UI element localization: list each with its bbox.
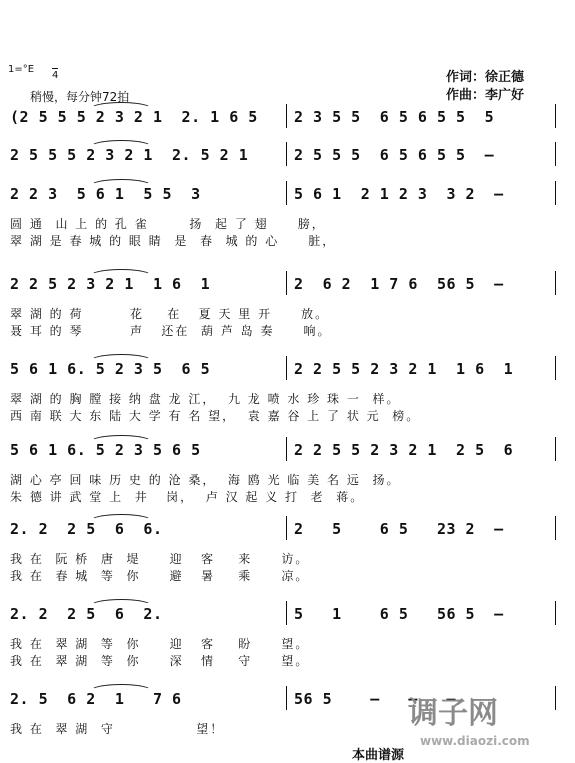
slur-mark: [90, 102, 152, 109]
notes-measure-left: 2 2 5 2 3 2 1 1 6 1: [10, 275, 211, 293]
barline-middle: [286, 686, 287, 710]
notes-measure-right: 2 2 5 5 2 3 2 1 2 5 6: [294, 441, 514, 459]
notes-measure-right: 2 6 2 1 7 6 56 5 –: [294, 275, 504, 293]
notes-measure-right: 2 3 5 5 6 5 6 5 5 5: [294, 108, 495, 126]
slur-mark: [90, 684, 152, 691]
slur-mark: [90, 514, 152, 521]
watermark-url: www.diaozi.com: [420, 734, 530, 748]
slur-mark: [90, 354, 152, 361]
barline-end: [555, 356, 556, 380]
barline-middle: [286, 271, 287, 295]
composer-credit: 作曲：李广好: [446, 88, 525, 103]
barline-middle: [286, 356, 287, 380]
notes-measure-right: 56 5 – – –: [294, 690, 457, 708]
barline-middle: [286, 516, 287, 540]
lyric-line: 翠 湖 的 荷 花 在 夏 天 里 开 放。: [10, 307, 330, 321]
watermark-source: 本曲谱源: [352, 748, 405, 763]
lyric-line: 我 在 翠 湖 等 你 深 情 守 望。: [10, 654, 310, 668]
barline-middle: [286, 601, 287, 625]
lyric-line: 我 在 阮 桥 唐 堤 迎 客 来 访。: [10, 552, 310, 566]
lyric-line: 翠 湖 的 胸 膛 接 纳 盘 龙 江， 九 龙 喷 水 珍 珠 一 样。: [10, 392, 401, 406]
notes-measure-left: 2 5 5 5 2 3 2 1 2. 5 2 1: [10, 146, 249, 164]
lyric-line: 翠 湖 是 春 城 的 眼 睛 是 春 城 的 心 脏，: [10, 234, 337, 248]
barline-end: [555, 104, 556, 128]
notes-measure-left: (2 5 5 5 2 3 2 1 2. 1 6 5: [10, 108, 258, 126]
slur-mark: [90, 269, 152, 276]
notes-measure-right: 5 1 6 5 56 5 –: [294, 605, 504, 623]
barline-middle: [286, 437, 287, 461]
notes-measure-left: 5 6 1 6. 5 2 3 5 6 5: [10, 441, 201, 459]
notes-measure-left: 5 6 1 6. 5 2 3 5 6 5: [10, 360, 211, 378]
barline-end: [555, 601, 556, 625]
notes-measure-left: 2 2 3 5 6 1 5 5 3: [10, 185, 201, 203]
barline-middle: [286, 142, 287, 166]
tempo-marking: 稍慢，每分钟72拍: [30, 90, 130, 104]
lyric-line: 西 南 联 大 东 陆 大 学 有 名 望， 袁 嘉 谷 上 了 状 元 榜。: [10, 409, 421, 423]
notes-measure-left: 2. 5 6 2 1 7 6: [10, 690, 182, 708]
notes-measure-right: 2 5 5 5 6 5 6 5 5 –: [294, 146, 495, 164]
barline-end: [555, 181, 556, 205]
notes-measure-left: 2. 2 2 5 6 2.: [10, 605, 163, 623]
lyric-line: 我 在 翠 湖 等 你 迎 客 盼 望。: [10, 637, 310, 651]
barline-end: [555, 437, 556, 461]
watermark-logo: 调子网: [408, 696, 498, 731]
slur-mark: [90, 140, 152, 147]
slur-mark: [90, 435, 152, 442]
slur-mark: [90, 179, 152, 186]
notes-measure-right: 5 6 1 2 1 2 3 3 2 –: [294, 185, 504, 203]
key-signature: 1=°E: [8, 64, 35, 75]
barline-end: [555, 142, 556, 166]
barline-middle: [286, 181, 287, 205]
slur-mark: [90, 599, 152, 606]
lyric-line: 朱 德 讲 武 堂 上 井 岗， 卢 汉 起 义 打 老 蒋。: [10, 490, 365, 504]
notes-measure-right: 2 2 5 5 2 3 2 1 1 6 1: [294, 360, 514, 378]
lyric-line: 聂 耳 的 琴 声 还在 葫 芦 岛 奏 响。: [10, 324, 332, 338]
lyric-line: 我 在 春 城 等 你 避 暑 乘 凉。: [10, 569, 310, 583]
barline-middle: [286, 104, 287, 128]
lyric-line: 圆 通 山 上 的 孔 雀 扬 起 了 翅 膀，: [10, 217, 326, 231]
barline-end: [555, 686, 556, 710]
notes-measure-left: 2. 2 2 5 6 6.: [10, 520, 163, 538]
lyric-line: 湖 心 亭 回 味 历 史 的 沧 桑， 海 鸥 光 临 美 名 远 扬。: [10, 473, 401, 487]
barline-end: [555, 516, 556, 540]
lyric-line: 我 在 翠 湖 守 望！: [10, 722, 225, 736]
lyricist-credit: 作词：徐正德: [446, 70, 525, 85]
barline-end: [555, 271, 556, 295]
time-signature: 4: [52, 70, 59, 81]
notes-measure-right: 2 5 6 5 23 2 –: [294, 520, 504, 538]
